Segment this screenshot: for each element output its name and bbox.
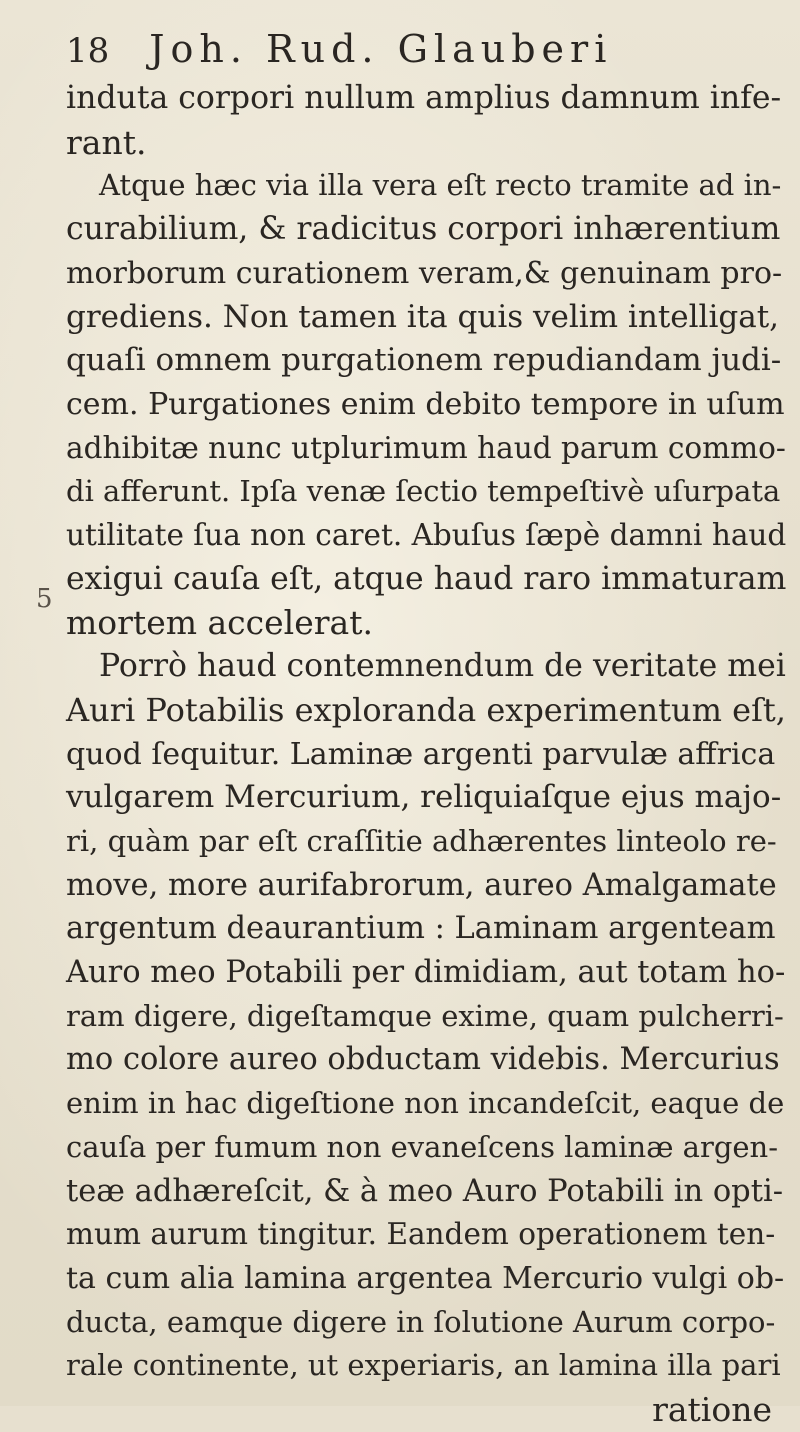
- text-line: teæ adhæreſcit, & à meo Auro Potabili in opti-: [66, 1173, 784, 1209]
- text-line: ta cum alia lamina argentea Mercurio vulgi ob-: [66, 1260, 785, 1296]
- text-line: utilitate ſua non caret. Abuſus ſæpè damni haud: [66, 518, 787, 553]
- text-line: adhibitæ nunc utplurimum haud parum commo-: [66, 430, 786, 465]
- body-text: [66, 77, 786, 1432]
- text-line: Auro meo Potabili per dimidiam, aut totam ho-: [66, 955, 786, 991]
- text-line: curabilium, & radicitus corpori inhærentium: [66, 211, 781, 248]
- text-line: mo colore aureo obductam videbis. Mercurius: [66, 1042, 780, 1078]
- text-line: Atque hæc via illa vera eſt recto tramite ad in-: [99, 168, 782, 203]
- catchword: ratione: [652, 1390, 772, 1430]
- text-line: cem. Purgationes enim debito tempore in uſum: [66, 386, 785, 422]
- text-line: rale continente, ut experiaris, an lamina illa pari: [66, 1348, 781, 1383]
- text-line: mortem accelerat.: [66, 603, 373, 643]
- page-header: [66, 27, 613, 71]
- text-line: ram digere, digeſtamque exime, quam pulcherri-: [66, 998, 784, 1033]
- page-number: 18: [66, 31, 110, 71]
- text-line: move, more aurifabrorum, aureo Amalgamate: [66, 867, 777, 903]
- text-line: rant.: [66, 122, 147, 162]
- text-line: vulgarem Mercurium, reliquiaſque ejus majo-: [66, 779, 782, 816]
- text-line: exigui cauſa eſt, atque haud raro immaturam: [66, 560, 787, 597]
- text-line: argentum deaurantium : Laminam argenteam: [66, 911, 776, 947]
- margin-line-marker: 5: [36, 584, 53, 614]
- text-line: morborum curationem veram,& genuinam pro-: [66, 255, 783, 291]
- running-head: Joh. Rud. Glauberi: [149, 27, 613, 71]
- text-line: mum aurum tingitur. Eandem operationem ten-: [66, 1217, 776, 1252]
- text-line: cauſa per fumum non evaneſcens laminæ argen-: [66, 1129, 779, 1164]
- text-line: quaſi omnem purgationem repudiandam judi-: [66, 342, 782, 379]
- text-line: ducta, eamque digere in ſolutione Aurum corpo-: [66, 1304, 776, 1339]
- text-line: Porrò haud contemnendum de veritate mei: [99, 648, 786, 685]
- text-line: di afferunt. Ipſa venæ ſectio tempeſtivè uſurpata: [66, 474, 781, 509]
- text-line: quod ſequitur. Laminæ argenti parvulæ affrica: [66, 736, 776, 772]
- text-line: Auri Potabilis exploranda experimentum eſt,: [66, 690, 786, 729]
- text-line: ri, quàm par eſt craſſitie adhærentes linteolo re-: [66, 823, 777, 858]
- text-line: enim in hac digeſtione non incandeſcit, eaque de: [66, 1086, 785, 1121]
- text-line: grediens. Non tamen ita quis velim intelligat,: [66, 298, 779, 335]
- text-line: induta corpori nullum amplius damnum infe-: [66, 80, 782, 116]
